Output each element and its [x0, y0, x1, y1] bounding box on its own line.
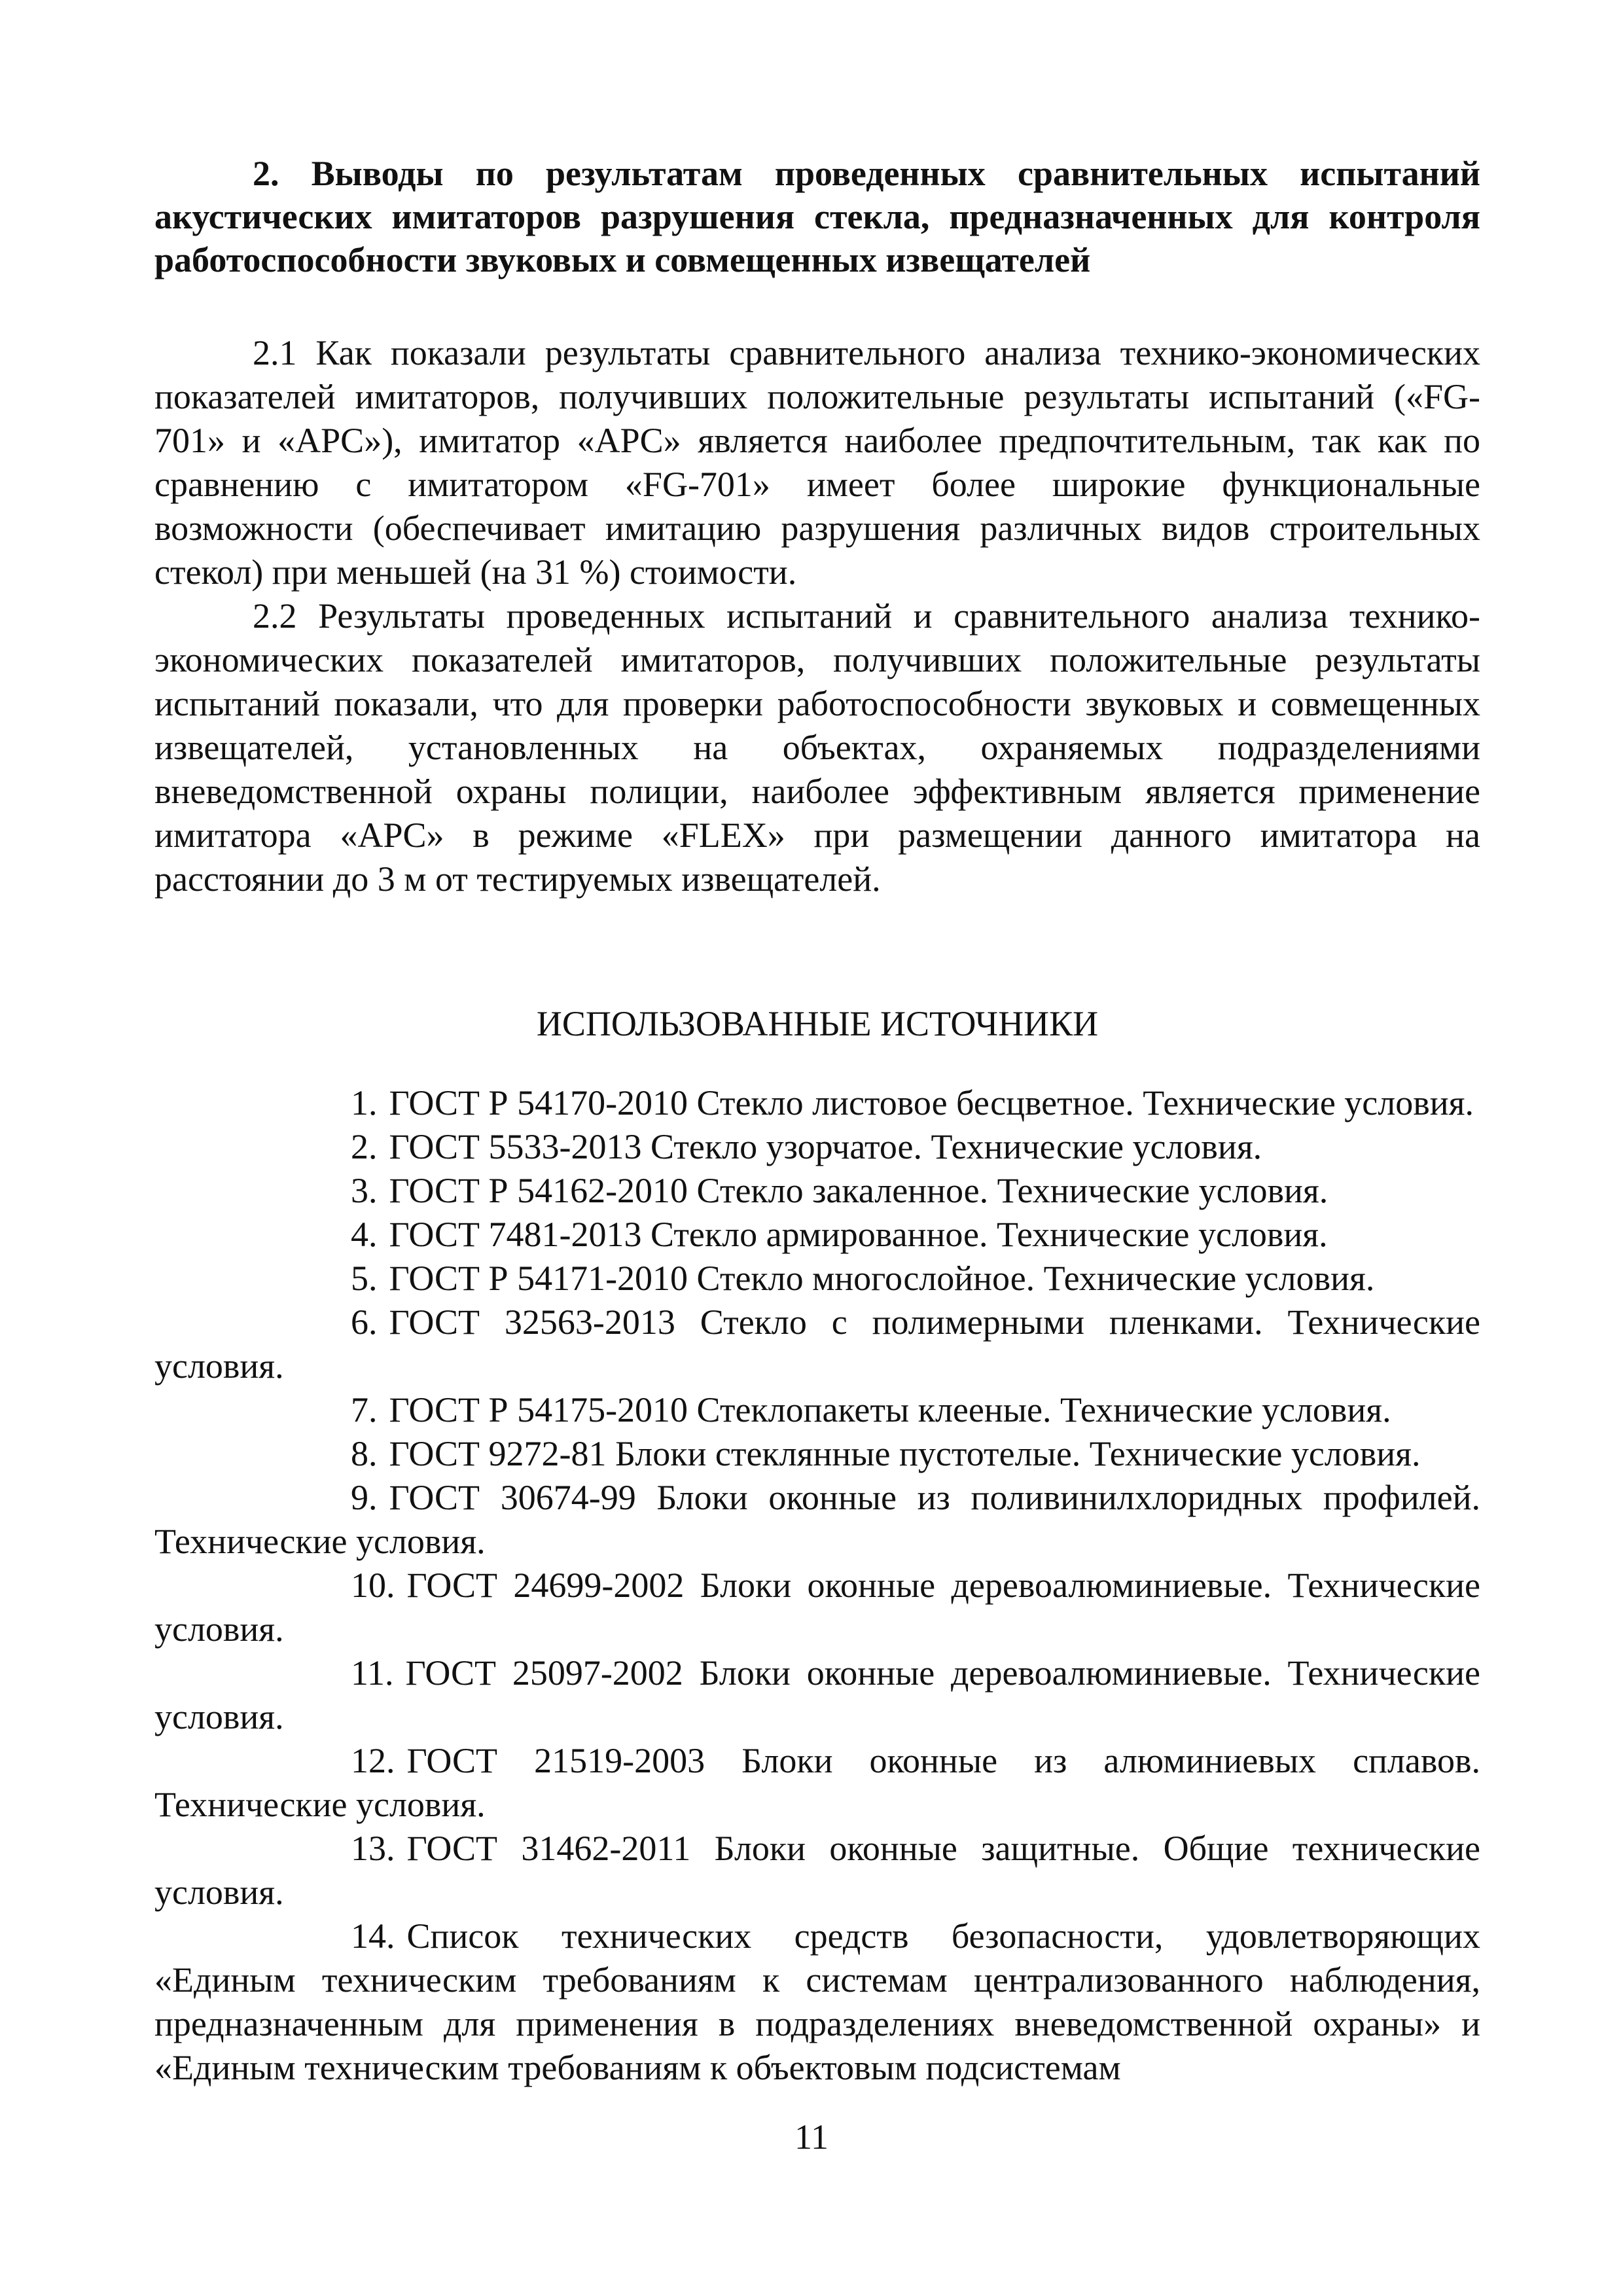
reference-number: 11. [351, 1653, 394, 1693]
reference-item [154, 1257, 1480, 1300]
paragraph-2-2: 2.2 Результаты проведенных испытаний и сравнительного анализа технико-экономических показателей имитаторов, получивших положительные результаты испытаний показали, что для проверки работоспособности звуковых и совмещенных извещателей, установленных на объектах, охраняемых подразделениями вневедомственной охраны полиции, наиболее эффективным является применение имитатора «APC» в режиме «FLEX» при размещении данного имитатора на расстоянии до 3 м от тестируемых извещателей. [154, 596, 1480, 899]
reference-text: ГОСТ 9272-81 Блоки стеклянные пустотелые. Технические условия. [389, 1434, 1421, 1473]
reference-text: ГОСТ 31462-2011 Блоки оконные защитные. Общие технические условия. [154, 1829, 1480, 1912]
reference-item [154, 1827, 1480, 1914]
reference-text: ГОСТ 5533-2013 Стекло узорчатое. Технические условия. [389, 1127, 1262, 1166]
reference-text: ГОСТ Р 54171-2010 Стекло многослойное. Технические условия. [389, 1259, 1375, 1298]
spacer [154, 281, 1480, 331]
reference-number: 4. [351, 1215, 378, 1254]
reference-text: Список технических средств безопасности, удовлетворяющих «Единым техническим требованиям к системам централизованного наблюдения, предназначенным для применения в подразделениях вневедомственной охраны» и «Единым техническим требованиям к объектовым подсистемам [154, 1916, 1480, 2087]
reference-text: ГОСТ 7481-2013 Стекло армированное. Технические условия. [389, 1215, 1328, 1254]
reference-text: ГОСТ 32563-2013 Стекло с полимерными пленками. Технические условия. [154, 1302, 1480, 1386]
reference-text: ГОСТ 21519-2003 Блоки оконные из алюминиевых сплавов. Технические условия. [154, 1741, 1480, 1824]
reference-number: 2. [351, 1127, 378, 1166]
reference-number: 1. [351, 1083, 378, 1122]
reference-item [154, 1125, 1480, 1169]
reference-number: 5. [351, 1259, 378, 1298]
reference-number: 12. [351, 1741, 395, 1780]
sources-title: ИСПОЛЬЗОВАННЫЕ ИСТОЧНИКИ [536, 1004, 1099, 1043]
reference-number: 7. [351, 1390, 378, 1429]
reference-item [154, 1651, 1480, 1739]
spacer [154, 1046, 1480, 1081]
reference-text: ГОСТ 30674-99 Блоки оконные из поливинилхлоридных профилей. Технические условия. [154, 1478, 1480, 1561]
reference-text: ГОСТ Р 54175-2010 Стеклопакеты клееные. Технические условия. [389, 1390, 1391, 1429]
references-list [154, 1081, 1480, 2090]
reference-number: 14. [351, 1916, 395, 1956]
reference-item [154, 1300, 1480, 1388]
reference-text: ГОСТ Р 54170-2010 Стекло листовое бесцветное. Технические условия. [389, 1083, 1474, 1122]
reference-item [154, 1476, 1480, 1564]
reference-item [154, 1914, 1480, 2090]
section-heading: 2. Выводы по результатам проведенных сравнительных испытаний акустических имитаторов разрушения стекла, предназначенных для контроля работоспособности звуковых и совмещенных извещателей [154, 154, 1480, 279]
reference-number: 13. [351, 1829, 395, 1868]
page-content [154, 152, 1480, 2090]
reference-item [154, 1169, 1480, 1213]
reference-text: ГОСТ 24699-2002 Блоки оконные деревоалюминиевые. Технические условия. [154, 1566, 1480, 1649]
reference-text: ГОСТ Р 54162-2010 Стекло закаленное. Технические условия. [389, 1171, 1329, 1210]
reference-number: 6. [351, 1302, 378, 1342]
reference-number: 8. [351, 1434, 378, 1473]
spacer [154, 901, 1480, 1002]
paragraph-2-1: 2.1 Как показали результаты сравнительного анализа технико-экономических показателей имитаторов, получивших положительные результаты испытаний («FG-701» и «APC»), имитатор «APC» является наиболее предпочтительным, так как по сравнению с имитатором «FG-701» имеет более широкие функциональные возможности (обеспечивает имитацию разрушения различных видов строительных стекол) при меньшей (на 31 %) стоимости. [154, 333, 1480, 592]
reference-item [154, 1564, 1480, 1651]
reference-item [154, 1432, 1480, 1476]
reference-item [154, 1213, 1480, 1257]
reference-number: 3. [351, 1171, 378, 1210]
reference-number: 9. [351, 1478, 378, 1517]
page-number: 11 [794, 2117, 829, 2157]
reference-item [154, 1081, 1480, 1125]
reference-item [154, 1739, 1480, 1827]
reference-item [154, 1388, 1480, 1432]
reference-text: ГОСТ 25097-2002 Блоки оконные деревоалюминиевые. Технические условия. [154, 1653, 1480, 1736]
reference-number: 10. [351, 1566, 395, 1605]
